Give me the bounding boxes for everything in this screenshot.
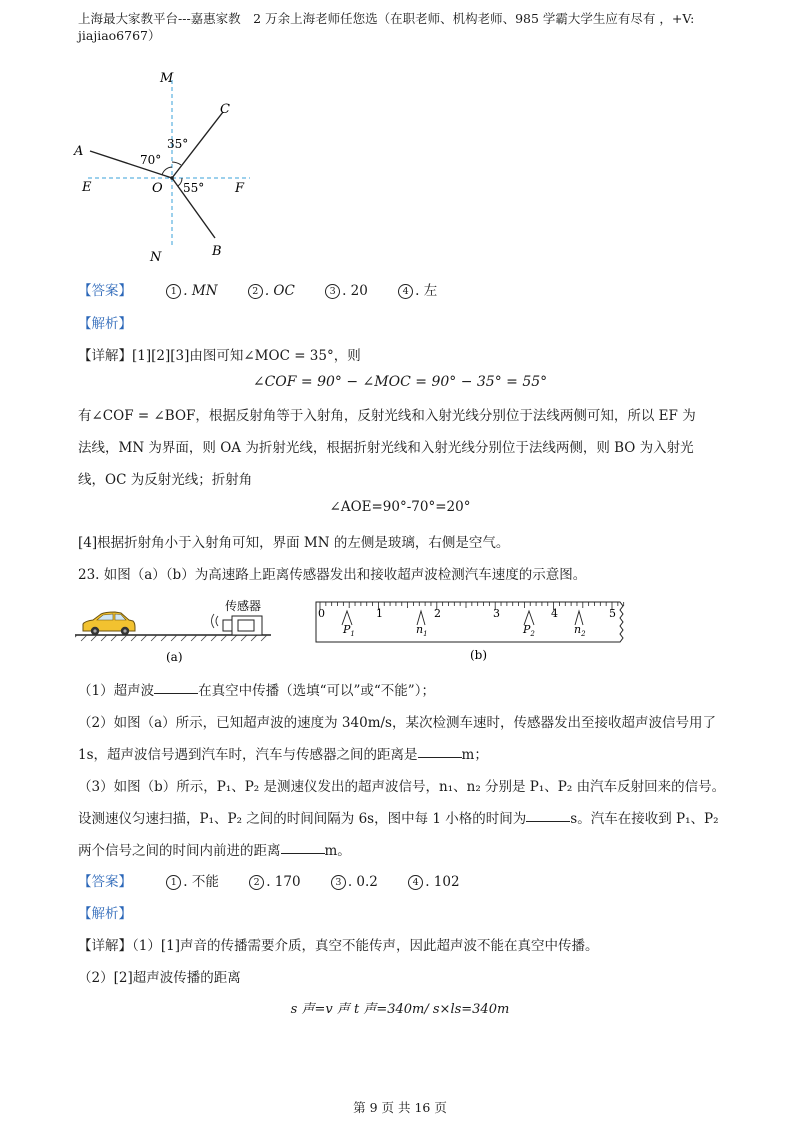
tick-label: 0 xyxy=(318,607,325,620)
pulse-label-p1: $P_1$ xyxy=(343,623,355,638)
label-o: O xyxy=(152,181,163,196)
pulse-label-n2: $n_2$ xyxy=(574,623,586,638)
detail-line: 【详解】[1][2][3]由图可知∠MOC = 35°，则 xyxy=(78,348,361,364)
answer-blank xyxy=(154,692,198,694)
figure-a xyxy=(75,597,275,667)
road-hatch xyxy=(75,635,267,641)
analysis-tag: 【解析】 xyxy=(78,316,132,332)
angle-70: 70° xyxy=(140,153,162,167)
answer-item: 2 . OC xyxy=(248,283,295,299)
tick-label: 1 xyxy=(376,607,383,620)
sensor-label: 传感器 xyxy=(225,599,262,613)
question-23-part3-cont: 设测速仪匀速扫描，P₁、P₂ 之间的时间间隔为 6s，图中每 1 小格的时间为 s。汽车在接收到 P₁、P₂ xyxy=(78,811,719,827)
angle-35: 35° xyxy=(167,137,189,151)
label-c: C xyxy=(220,102,230,117)
paragraph: [4]根据折射角小于入射角可知，界面 MN 的左侧是玻璃，右侧是空气。 xyxy=(78,535,510,551)
label-n: N xyxy=(150,250,162,265)
answer-item: 4 . 102 xyxy=(408,874,459,890)
label-b: B xyxy=(212,244,222,259)
pulse-label-n1: $n_1$ xyxy=(416,623,428,638)
equation-distance: s 声=v 声 t 声=340m/ s×ls=340m xyxy=(290,1002,510,1017)
label-e: E xyxy=(82,180,92,195)
answer-item: 2 . 170 xyxy=(249,874,300,890)
answer-tag: 【答案】 xyxy=(78,874,132,890)
page-footer: 第 9 页 共 16 页 xyxy=(353,1100,447,1115)
answer-tag: 【答案】 xyxy=(78,283,132,299)
figure-b-caption: (b) xyxy=(470,648,488,662)
figure-a-caption: (a) xyxy=(166,650,183,664)
answer-blank xyxy=(418,756,462,758)
angle-arc-35 xyxy=(172,162,181,165)
question-23-part1: （1）超声波 在真空中传播（选填“可以”或“不能”）； xyxy=(78,683,435,699)
answer-item: 3 . 20 xyxy=(325,283,368,299)
sensor-icon xyxy=(223,616,262,635)
answer-item: 1 . 不能 xyxy=(166,870,219,890)
answer-item: 4 . 左 xyxy=(398,279,437,299)
tick-label: 2 xyxy=(434,607,441,620)
refraction-diagram xyxy=(70,65,260,265)
equation-aoe: ∠AOE=90°-70°=20° xyxy=(329,499,471,515)
scale-frame xyxy=(316,602,623,642)
tick-label: 5 xyxy=(609,607,616,620)
detail-line: 【详解】（1）[1]声音的传播需要介质，真空不能传声，因此超声波不能在真空中传播。 xyxy=(78,938,599,954)
q22-answer-row xyxy=(78,279,463,299)
figure-b-scale xyxy=(310,597,635,667)
answer-blank xyxy=(526,820,570,822)
pulse-label-p2: $P_2$ xyxy=(523,623,535,638)
question-23-part3-end: 两个信号之间的时间内前进的距离 m。 xyxy=(78,843,351,859)
answer-item: 1 . MN xyxy=(166,283,217,299)
label-m: M xyxy=(160,71,174,86)
angle-arc-55 xyxy=(178,178,182,186)
answer-blank xyxy=(281,852,325,854)
equation-cof: ∠COF = 90° − ∠MOC = 90° − 35° = 55° xyxy=(252,374,548,390)
question-23-part2-cont: 1s，超声波信号遇到汽车时，汽车与传感器之间的距离是 m； xyxy=(78,747,488,763)
page-header: 上海最大家教平台---嘉惠家教 2 万余上海老师任您选（在职老师、机构老师、985 学霸大学生应有尽有 ，+V: jiajiao6767） xyxy=(78,11,695,43)
question-23-title: 23. 如图（a）（b）为高速路上距离传感器发出和接收超声波检测汽车速度的示意图。 xyxy=(78,567,587,583)
car-icon xyxy=(83,612,135,635)
q23-answer-row xyxy=(78,870,486,890)
paragraph: 线，OC 为反射光线；折射角 xyxy=(78,472,253,488)
question-23-part2: （2）如图（a）所示，已知超声波的速度为 340m/s，某次检测车速时，传感器发出至接收超声波信号用了 xyxy=(78,715,716,731)
angle-arc-70 xyxy=(162,167,172,175)
label-f: F xyxy=(235,181,245,196)
paragraph: 法线，MN 为界面，则 OA 为折射光线，根据折射光线和入射光线分别位于法线两侧，则 BO 为入射光 xyxy=(78,440,694,456)
wave-icon xyxy=(212,614,219,628)
analysis-tag: 【解析】 xyxy=(78,906,132,922)
answer-item: 3 . 0.2 xyxy=(331,874,378,890)
tick-label: 3 xyxy=(493,607,500,620)
question-23-part3: （3）如图（b）所示，P₁、P₂ 是测速仪发出的超声波信号，n₁、n₂ 分别是 P₁、P₂ 由汽车反射回来的信号。 xyxy=(78,779,726,795)
label-a: A xyxy=(74,144,84,159)
paragraph: 有∠COF = ∠BOF，根据反射角等于入射角，反射光线和入射光线分别位于法线两侧可知，所以 EF 为 xyxy=(78,408,696,424)
detail-line: （2）[2]超声波传播的距离 xyxy=(78,970,241,986)
tick-label: 4 xyxy=(551,607,558,620)
point-o xyxy=(170,176,174,180)
angle-55: 55° xyxy=(183,181,205,195)
